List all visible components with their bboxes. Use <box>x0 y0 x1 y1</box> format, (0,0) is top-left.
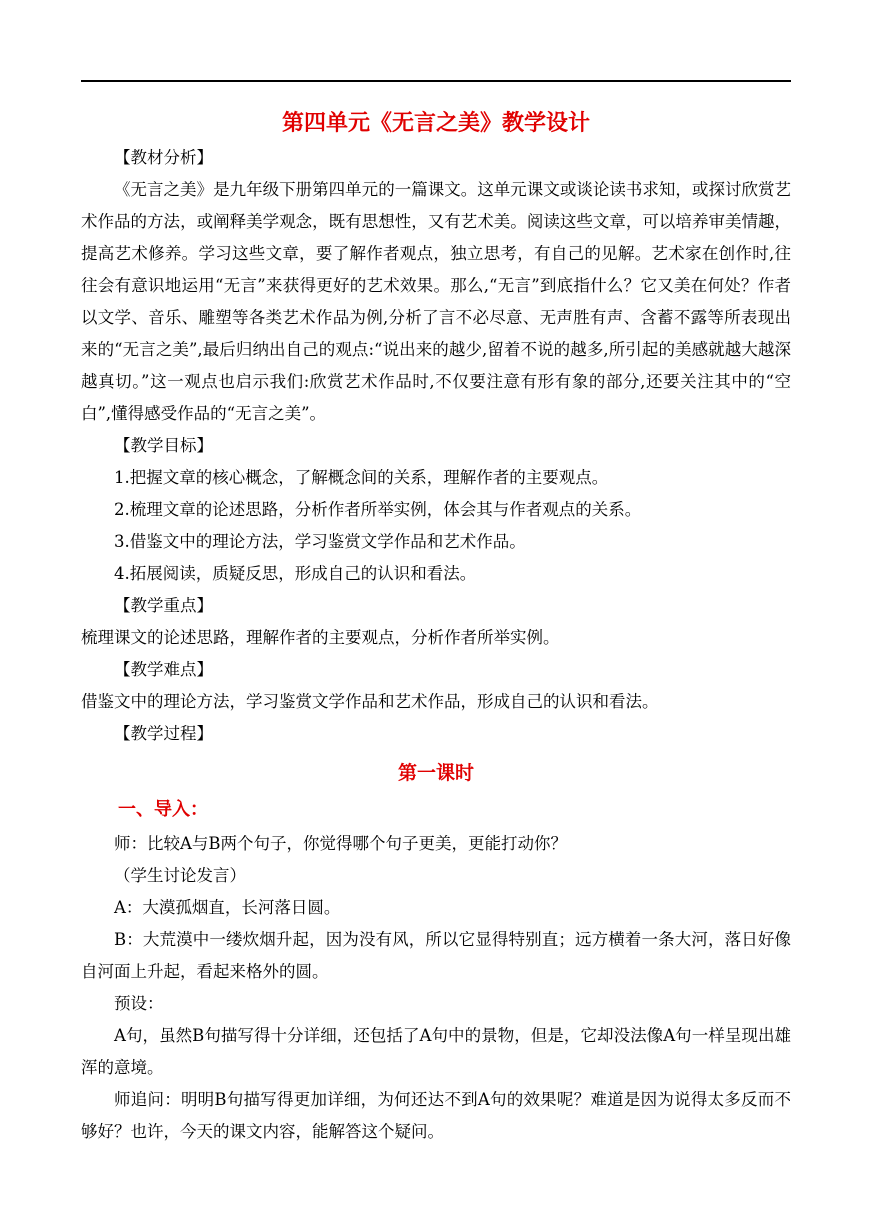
top-rule <box>81 80 791 82</box>
analysis-heading: 【教材分析】 <box>114 148 213 167</box>
goal-item: 2.梳理文章的论述思路，分析作者所举实例，体会其与作者观点的关系。 <box>114 500 642 519</box>
preset-text: A句，虽然B句描写得十分详细，还包括了A句中的景物，但是，它却没法像A句一样呈现出雄浑的意境。 <box>81 1026 791 1077</box>
goal-item: 3.借鉴文中的理论方法，学习鉴赏文学作品和艺术作品。 <box>114 532 526 551</box>
teacher-followup: 师追问：明明B句描写得更加详细，为何还达不到A句的效果呢？难道是因为说得太多反而不够好？也许，今天的课文内容，能解答这个疑问。 <box>81 1090 791 1141</box>
student-discussion: （学生讨论发言） <box>114 866 246 885</box>
teacher-question: 师：比较A与B两个句子，你觉得哪个句子更美，更能打动你？ <box>114 834 568 853</box>
goal-item: 1.把握文章的核心概念，了解概念间的关系，理解作者的主要观点。 <box>114 468 609 487</box>
key-heading: 【教学重点】 <box>114 596 213 615</box>
difficulty-text: 借鉴文中的理论方法，学习鉴赏文学作品和艺术作品，形成自己的认识和看法。 <box>81 692 659 711</box>
process-heading: 【教学过程】 <box>114 724 213 743</box>
goal-item: 4.拓展阅读，质疑反思，形成自己的认识和看法。 <box>114 564 477 583</box>
key-text: 梳理课文的论述思路，理解作者的主要观点，分析作者所举实例。 <box>81 628 560 647</box>
intro-heading: 一、导入： <box>118 799 208 820</box>
lesson-title: 第一课时 <box>397 762 474 784</box>
document-title: 第四单元《无言之美》教学设计 <box>281 111 590 136</box>
preset-label: 预设： <box>114 994 164 1013</box>
difficulty-heading: 【教学难点】 <box>114 660 213 679</box>
goals-heading: 【教学目标】 <box>114 436 213 455</box>
analysis-paragraph: 《无言之美》是九年级下册第四单元的一篇课文。这单元课文或谈论读书求知，或探讨欣赏艺术作品的方法，或阐释美学观念，既有思想性，又有艺术美。阅读这些文章，可以培养审美情趣，提高艺术修养。学习这些文章，要了解作者观点，独立思考，有自己的见解。艺术家在创作时,往往会有意识地运用“无言”来获得更好的艺术效果。那么,“无言”到底指什么？它又美在何处？作者以文学、音乐、雕塑等各类艺术作品为例,分析了言不必尽意、无声胜有声、含蓄不露等所表现出来的“无言之美”,最后归纳出自己的观点:“说出来的越少,留着不说的越多,所引起的美感就越大越深越真切。”这一观点也启示我们:欣赏艺术作品时,不仅要注意有形有象的部分,还要关注其中的“空白”,懂得感受作品的“无言之美”。 <box>81 180 791 423</box>
sentence-b: B：大荒漠中一缕炊烟升起，因为没有风，所以它显得特别直；远方横着一条大河，落日好像自河面上升起，看起来格外的圆。 <box>81 930 791 981</box>
sentence-a: A：大漠孤烟直，长河落日圆。 <box>114 898 341 917</box>
document-body <box>81 106 791 1148</box>
